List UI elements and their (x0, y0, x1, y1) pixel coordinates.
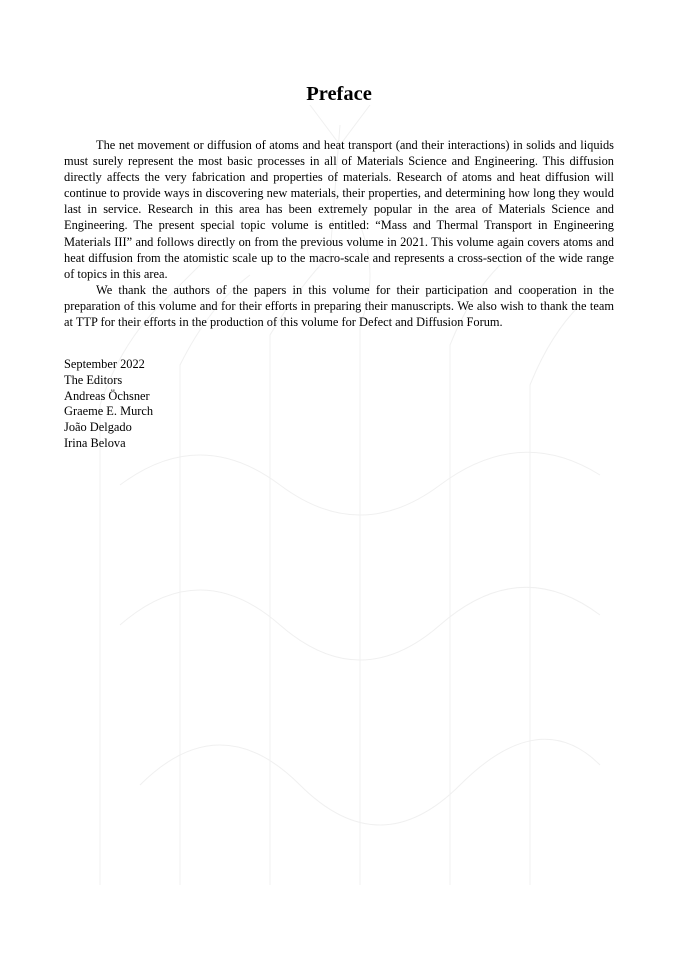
preface-title: Preface (306, 83, 372, 105)
preface-paragraph: The net movement or diffusion of atoms and heat transport (and their interactions) in solids and liquids must surely represent the most basic processes in all of Materials Science and Engineering. This diffusion directly affects the very fabrication and properties of materials. Research of atoms and heat diffusion will continue to provide ways in discovering new materials, their properties, and determining how long they would last in service. Research in this area has been extremely popular in the area of Materials Science and Engineering. The present special topic volume is entitled: “Mass and Thermal Transport in Engineering Materials III” and follows directly on from the previous volume in 2021. This volume again covers atoms and heat diffusion from the atomistic scale up to the macro-scale and represents a cross-section of the wide range of topics in this area. (64, 138, 614, 281)
signature-role: The Editors (64, 372, 123, 387)
editor-name: Graeme E. Murch (64, 404, 154, 419)
preface-body (64, 137, 614, 330)
editor-name: João Delgado (64, 420, 132, 435)
preface-paragraph: We thank the authors of the papers in this volume for their participation and cooperation in the preparation of this volume and for their efforts in preparing their manuscripts. We also wish to thank the team at TTP for their efforts in the production of this volume for Defect and Diffusion Forum. (64, 282, 614, 330)
signature-block (64, 357, 153, 452)
signature-date: September 2022 (64, 357, 145, 371)
editor-name: Irina Belova (64, 435, 126, 450)
editor-name: Andreas Öchsner (64, 388, 150, 403)
